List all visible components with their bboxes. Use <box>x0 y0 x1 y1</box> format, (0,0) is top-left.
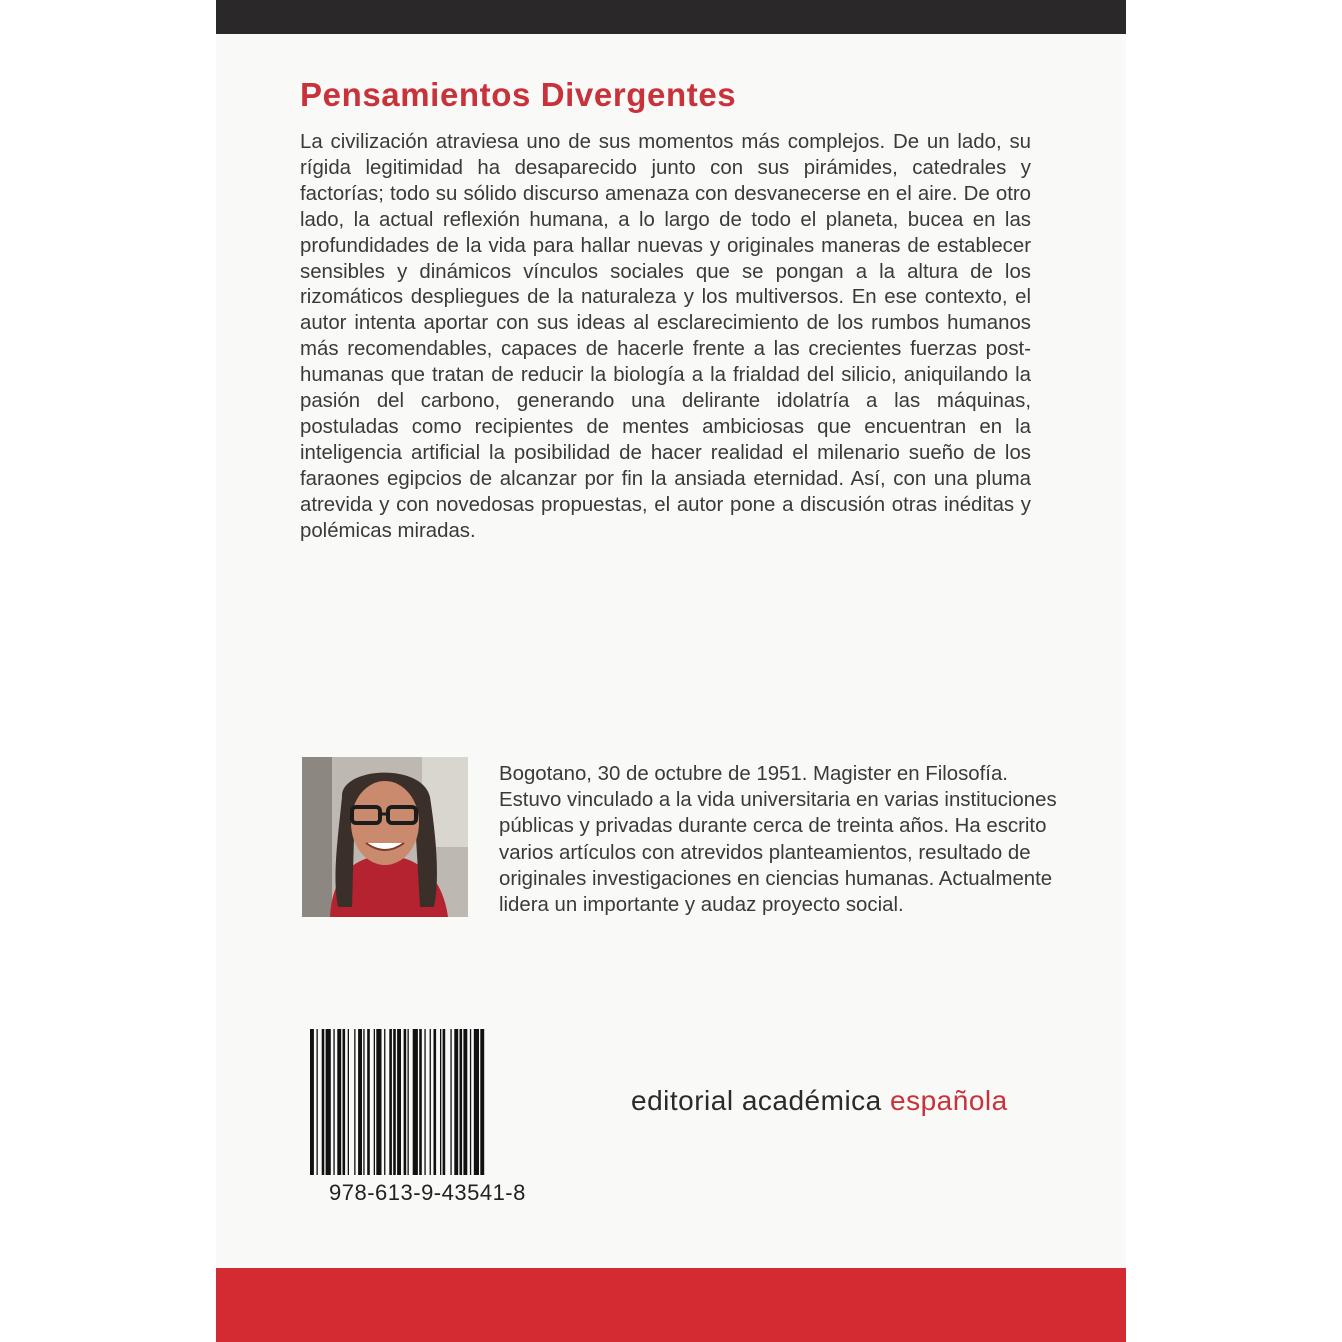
author-photo <box>302 757 468 917</box>
book-back-cover <box>216 0 1126 1342</box>
publisher-logo <box>631 1085 1008 1117</box>
top-band <box>216 0 1126 34</box>
publisher-name-main: editorial académica <box>631 1085 882 1116</box>
barcode-icon <box>310 1029 576 1175</box>
isbn-number: 978-613-9-43541-8 <box>329 1180 526 1205</box>
bottom-band <box>216 1268 1126 1342</box>
publisher-name-accent: española <box>890 1085 1008 1116</box>
author-bio: Bogotano, 30 de octubre de 1951. Magister en Filosofía. Estuvo vinculado a la vida universitaria en varias instituciones públicas y privadas durante cerca de treinta años. Ha escrito varios artículos con atrevidos planteamientos, resultado de originales investigaciones en ciencias humanas. Actualmente lidera un importante y audaz proyecto social. <box>499 763 1057 917</box>
book-blurb: La civilización atraviesa uno de sus momentos más complejos. De un lado, su rígida legitimidad ha desaparecido junto con sus pirámides, catedrales y factorías; todo su sólido discurso amenaza con desvanecerse en el aire. De otro lado, la actual reflexión humana, a lo largo de todo el planeta, bucea en las profundidades de la vida para hallar nuevas y originales maneras de establecer sensibles y dinámicos vínculos sociales que se pongan a la altura de los rizomáticos despliegues de la naturaleza y los multiversos. En ese contexto, el autor intenta aportar con sus ideas al esclarecimiento de los rumbos humanos más recomendables, capaces de hacerle frente a las crecientes fuerzas post-humanas que tratan de reducir la biología a la frialdad del silicio, aniquilando la pasión del carbono, generando una delirante idolatría a las máquinas, postuladas como recipientes de mentes ambiciosas que encuentran en la inteligencia artificial la posibilidad de hacer realidad el milenario sueño de los faraones egipcios de alcanzar por fin la ansiada eternidad. Así, con una pluma atrevida y con novedosas propuestas, el autor pone a discusión otras inéditas y polémicas miradas. <box>300 131 1031 542</box>
book-title: Pensamientos Divergentes <box>300 76 737 113</box>
author-portrait-image <box>302 757 468 917</box>
